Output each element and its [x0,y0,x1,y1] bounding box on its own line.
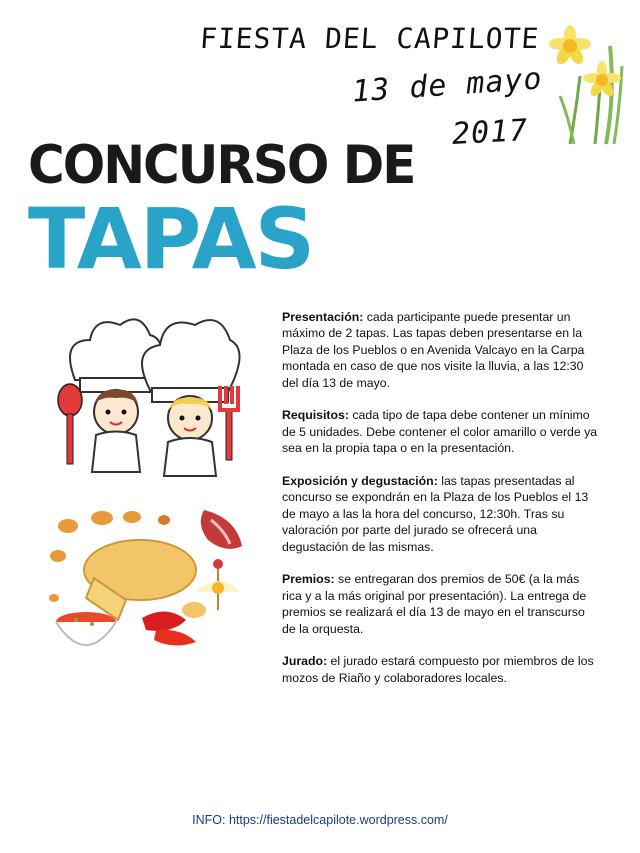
rule-label: Jurado: [282,654,328,669]
rule-premios [282,571,600,637]
event-year: 2017 [451,113,530,152]
rule-requisitos [282,407,600,456]
event-title: FIESTA DEL CAPILOTE [198,22,541,55]
info-link[interactable]: INFO: https://fiestadelcapilote.wordpress.com/ [192,813,448,827]
rule-text: se entregaran dos premios de 50€ (a la más rica y a la más original por presentación). La entrega de premios se realizará el día 13 de mayo en el transcurso de la orquesta. [282,572,587,636]
rule-text: el jurado estará compuesto por miembros de los mozos de Riaño y colaboradores locales. [282,654,594,685]
rule-text: cada participante puede presentar un máximo de 2 tapas. Las tapas deben presentarse en la Plaza de los Pueblos o en Avenida Valcayo en la Carpa montada en caso de que nos visite la lluvia, a las 12:30 del día 13 de mayo. [282,310,585,390]
rule-label: Exposición y degustación: [282,474,438,489]
rule-presentacion [282,309,600,391]
chefs-illustration [40,300,250,480]
event-date: 13 de mayo [351,61,544,110]
rule-label: Premios: [282,572,335,587]
contest-rules [282,309,600,703]
rule-exposicion [282,473,600,555]
rule-text: cada tipo de tapa debe contener un mínimo de 5 unidades. Debe contener el color amarillo o verde ya sea en la propia tapa o en la presentación. [282,408,598,456]
rule-text: las tapas presentadas al concurso se expondrán en la Plaza de los Pueblos el 13 de mayo a las la hora del concurso, 12:30h. Tras su valoración por parte del jurado se ofrecerá una degustación de las mismas. [282,474,589,554]
daffodil-illustration [540,16,632,146]
rule-label: Requisitos: [282,408,349,423]
banner-line-2: TAPAS [28,190,314,288]
banner-line-1: CONCURSO DE [28,134,415,196]
tapas-food-illustration [46,500,252,670]
rule-jurado [282,653,600,686]
rule-label: Presentación: [282,310,364,324]
